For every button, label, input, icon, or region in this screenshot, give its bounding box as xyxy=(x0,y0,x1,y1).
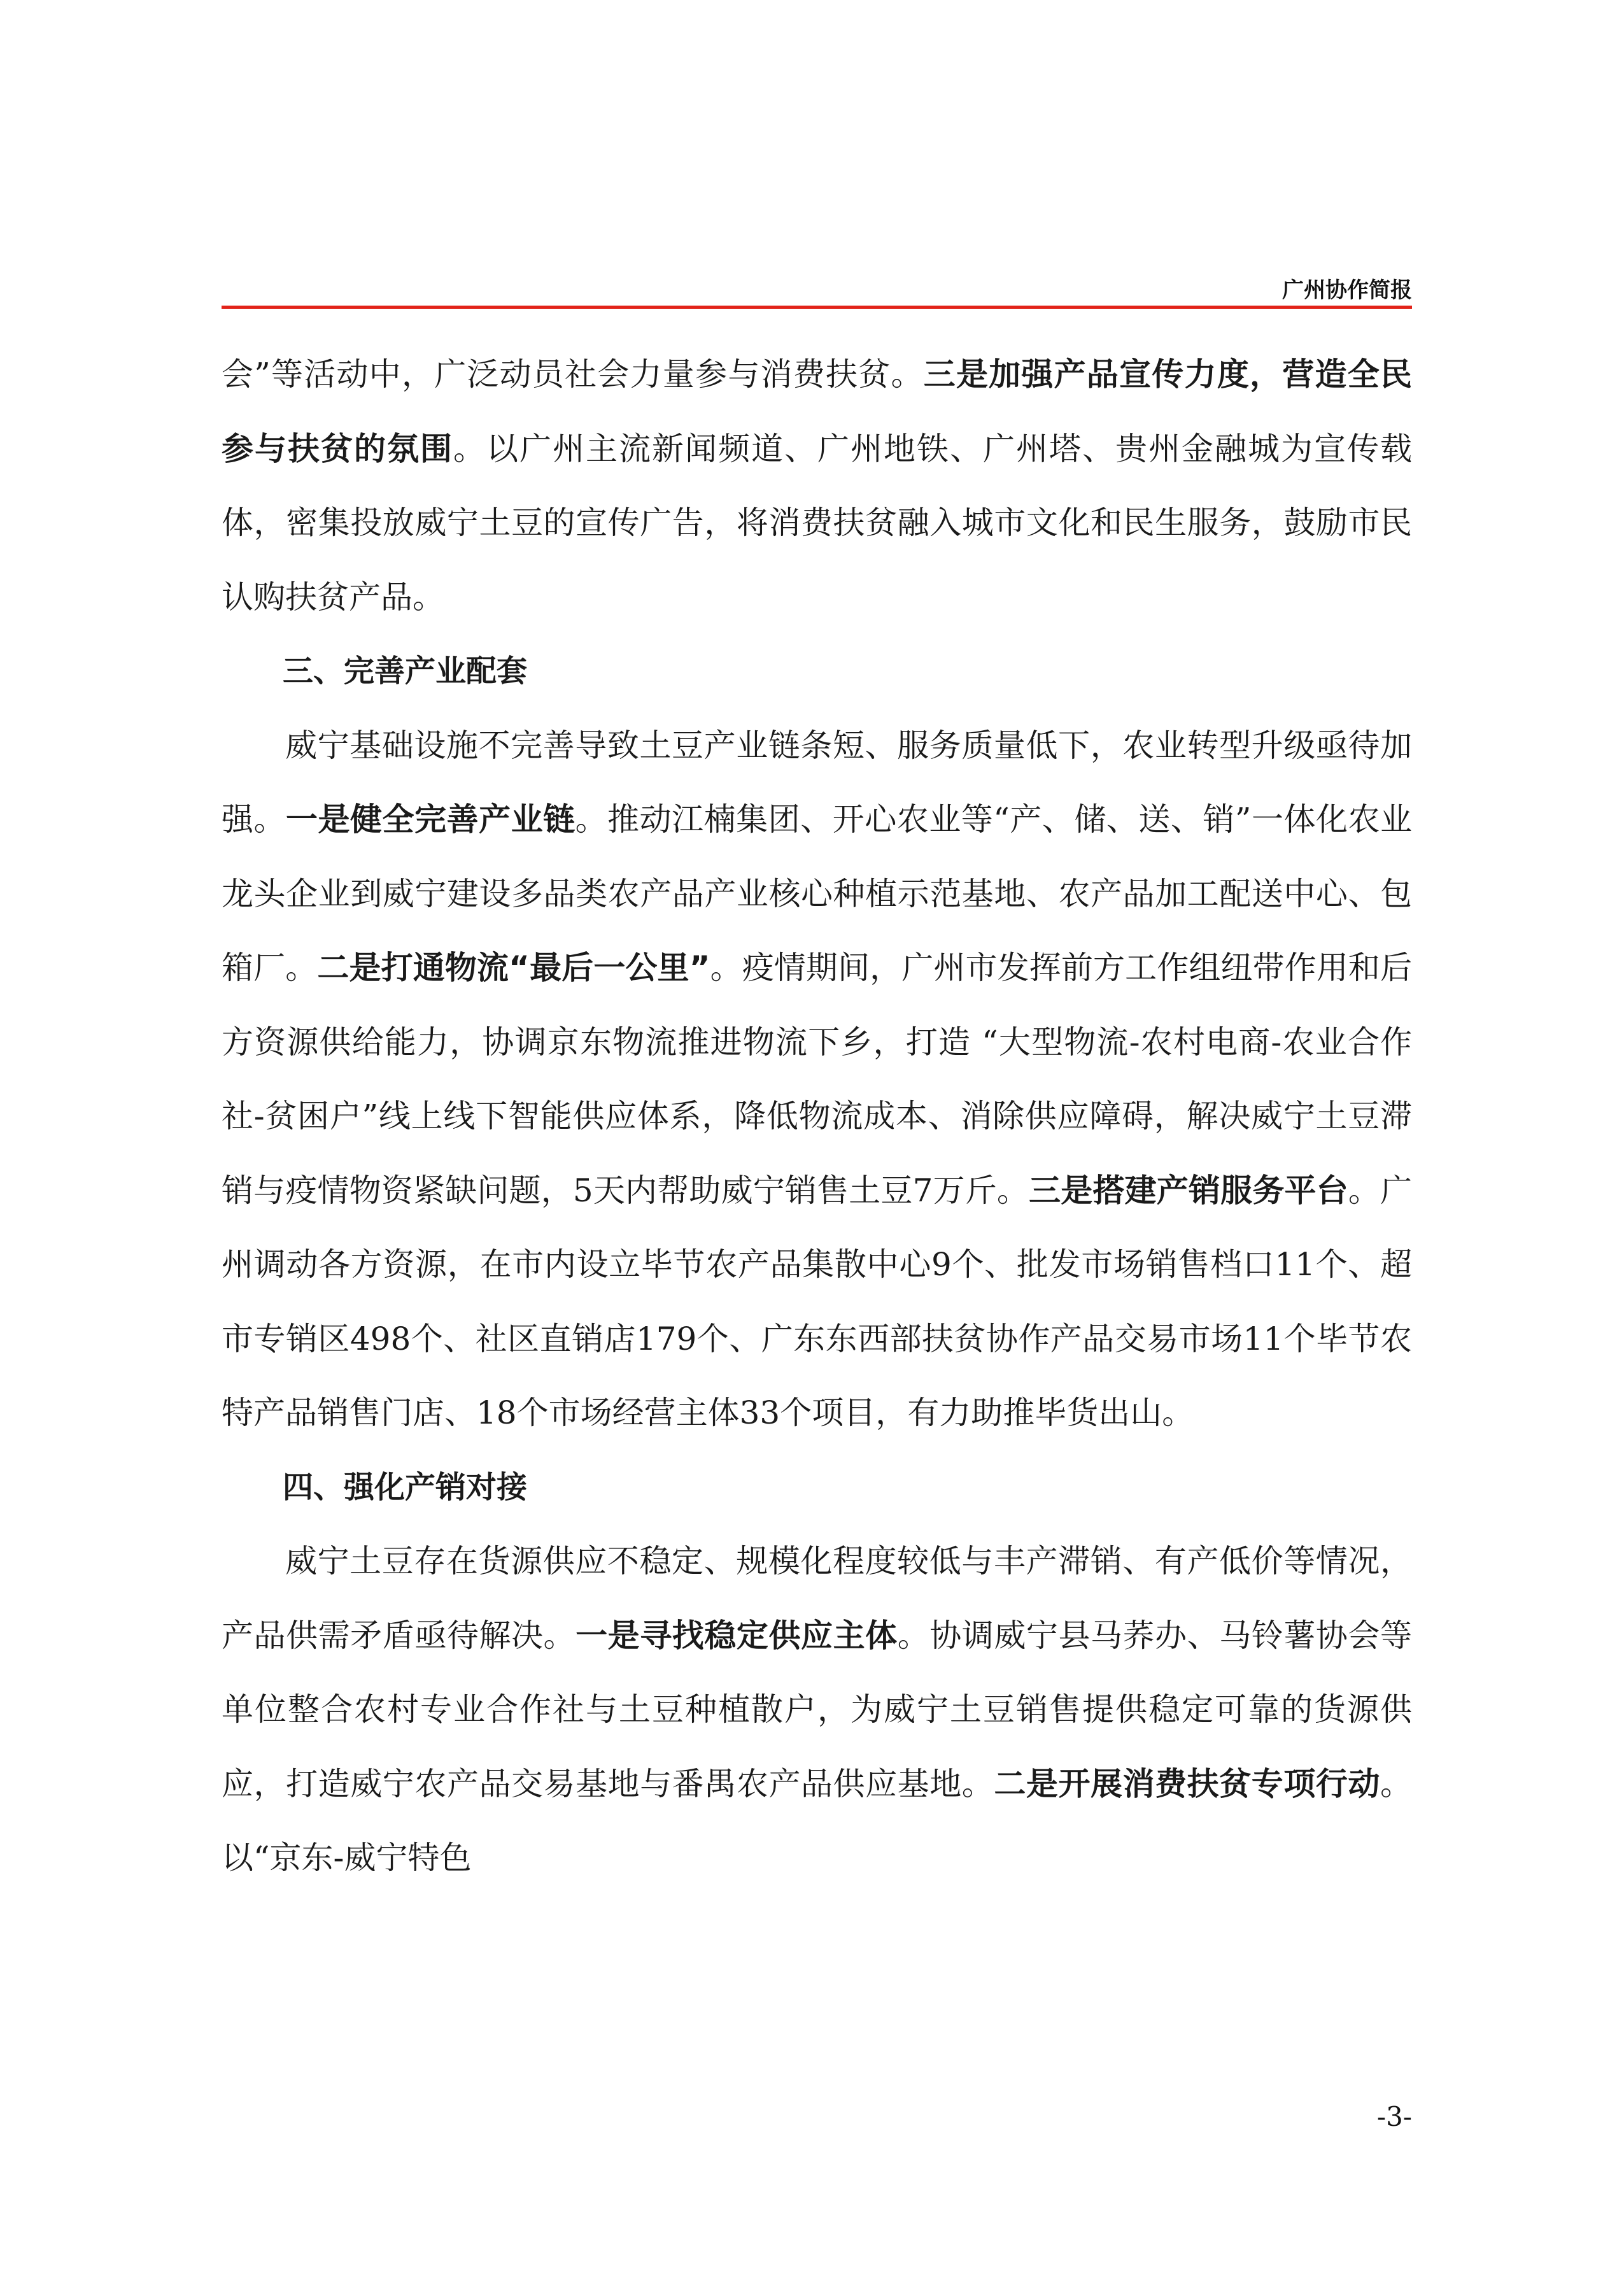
text-run: 威宁土豆存在货源供应不稳定、规模化程度较低与丰产滞销、有产低价等情况，产品供需矛盾亟待解决。 xyxy=(222,1543,1412,1654)
bold-run: 三是加强产品宣传力度，营造全民参与扶贫的氛围 xyxy=(222,356,1412,467)
section-heading-4: 四、强化产销对接 xyxy=(283,1469,528,1505)
bold-run: 一是健全完善产业链 xyxy=(286,801,575,838)
page-number: -3- xyxy=(1376,2101,1412,2132)
text-run: 威宁基础设施不完善导致土豆产业链条短、服务质量低下，农业转型升级亟待加强。 xyxy=(222,726,1412,838)
header-divider xyxy=(222,306,1412,309)
bold-run: 一是寻找稳定供应主体 xyxy=(575,1617,898,1654)
text-run: 。以广州主流新闻频道、广州地铁、广州塔、贵州金融城为宣传载体，密集投放威宁土豆的宣传广告，将消费扶贫融入城市文化和民生服务，鼓励市民认购扶贫产品。 xyxy=(222,430,1412,616)
document-body xyxy=(222,337,1412,1895)
paragraph-2 xyxy=(222,709,1412,1450)
section-heading-3: 三、完善产业配套 xyxy=(283,653,528,689)
paragraph-1 xyxy=(222,337,1412,634)
text-run: 。广州调动各方资源，在市内设立毕节农产品集散中心9个、批发市场销售档口11个、超市专销区498个、社区直销店179个、广东东西部扶贫协作产品交易市场11个毕节农特产品销售门店、18个市场经营主体33个项目，有力助推毕货出山。 xyxy=(222,1171,1413,1431)
bold-run: 二是开展消费扶贫专项行动 xyxy=(994,1765,1381,1802)
text-run: 会”等活动中，广泛动员社会力量参与消费扶贫。 xyxy=(222,356,924,393)
text-run: 。协调威宁县马荞办、马铃薯协会等单位整合农村专业合作社与土豆种植散户，为威宁土豆销售提供稳定可靠的货源供应，打造威宁农产品交易基地与番禺农产品供应基地。 xyxy=(222,1617,1413,1802)
text-run: 。推动江楠集团、开心农业等“产、储、送、销”一体化农业龙头企业到威宁建设多品类农产品产业核心种植示范基地、农产品加工配送中心、包箱厂。 xyxy=(222,801,1413,986)
bold-run: 三是搭建产销服务平台 xyxy=(1029,1171,1348,1209)
publication-title: 广州协作简报 xyxy=(1282,278,1412,303)
text-run: 。以“京东-威宁特色 xyxy=(222,1765,1413,1876)
paragraph-3 xyxy=(222,1524,1412,1895)
text-run: 。疫情期间，广州市发挥前方工作组纽带作用和后方资源供给能力，协调京东物流推进物流下乡，打造 “大型物流-农村电商-农业合作社-贫困户”线上线下智能供应体系，降低物流成本、消除供应障碍，解决威宁土豆滞销与疫情物资紧缺问题，5天内帮助威宁销售土豆7万斤。 xyxy=(222,949,1413,1209)
bold-run: 二是打通物流“最后一公里” xyxy=(317,949,710,986)
